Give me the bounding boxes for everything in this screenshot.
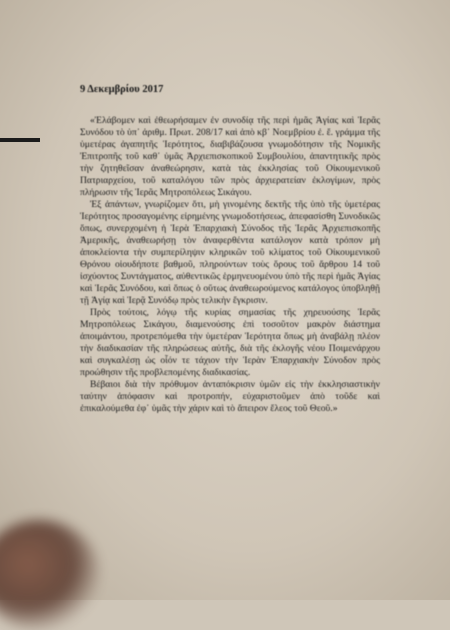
paragraph-3: Πρὸς τούτοις, λόγῳ τῆς κυρίας σημασίας τῆς χηρευούσης Ἱερᾶς Μητροπόλεως Σικάγου, διαμενούσης ἐπὶ τοσοῦτον μακρὸν διάστημα ἀποιμάντου, προτρεπόμεθα τὴν ὑμετέραν Ἱερότητα ὅπως μὴ ἀναβάλῃ πλέον τὴν διαδικασίαν τῆς πληρώσεως αὐτῆς, διὰ τῆς ἐκλογῆς νέου Ποιμενάρχου καὶ συγκαλέσῃ ὡς οἷόν τε τάχιον τὴν Ἱερὰν Ἐπαρχιακὴν Σύνοδον πρὸς προώθησιν τῆς προβλεπομένης διαδικασίας. (80, 307, 380, 378)
margin-rule-line (0, 138, 40, 142)
paragraph-4: Βέβαιοι διὰ τὴν πρόθυμον ἀνταπόκρισιν ὑμῶν εἰς τὴν ἐκκλησιαστικὴν ταύτην ἀπόφασιν καὶ προτροπήν, εὐχαριστοῦμεν ἀπὸ τοῦδε καὶ ἐπικαλούμεθα ἐφ᾽ ὑμᾶς τὴν χάριν καὶ τὸ ἄπειρον ἔλεος τοῦ Θεοῦ.» (80, 379, 380, 414)
finger-shadow (0, 520, 100, 630)
letter-date: 9 Δεκεμβρίου 2017 (80, 84, 164, 95)
paragraph-2: Ἐξ ἀπάντων, γνωρίζομεν ὅτι, μὴ γινομένης δεκτῆς τῆς ὑπὸ τῆς ὑμετέρας Ἱερότητος προσαγομένης εἰρημένης γνωμοδοτήσεως, ἀπεφασίσθη Συνοδικῶς ὅπως, συνερχομένη ἡ Ἱερὰ Ἐπαρχιακὴ Σύνοδος τῆς Ἱερᾶς Ἀρχιεπισκοπῆς Ἀμερικῆς, ἀναθεωρήσῃ τὸν ἀναφερθέντα κατάλογον κατὰ τρόπον μὴ ἀποκλείοντα τὴν συμπερίληψιν κληρικῶν τοῦ κλίματος τοῦ Οἰκουμενικοῦ Θρόνου οἱουδήποτε βαθμοῦ, πληρούντων τοὺς ὅρους τοῦ ἄρθρου 14 τοῦ ἰσχύοντος Συντάγματος, αὐθεντικῶς ἑρμηνευομένου ὑπὸ τῆς περὶ ἡμᾶς Ἁγίας καὶ Ἱερᾶς Συνόδου, καὶ ὅπως ὁ οὕτως ἀναθεωρούμενος κατάλογος ὑποβληθῇ τῇ Ἁγίᾳ καὶ Ἱερᾷ Συνόδῳ πρὸς τελικὴν ἔγκρισιν. (80, 199, 380, 306)
paragraph-1: «Ἐλάβομεν καὶ ἐθεωρήσαμεν ἐν συνοδίᾳ τῆς περὶ ἡμᾶς Ἁγίας καὶ Ἱερᾶς Συνόδου τὸ ὑπ᾽ ἀριθμ. Πρωτ. 208/17 καὶ ἀπὸ κβ᾽ Νοεμβρίου ἐ. ἔ. γράμμα τῆς ὑμετέρας ἀγαπητῆς Ἱερότητος, διαβιβάζουσα γνωμοδότησιν τῆς Νομικῆς Ἐπιτροπῆς τοῦ καθ᾽ ὑμᾶς Ἀρχιεπισκοπικοῦ Συμβουλίου, ἀπαντητικῆς πρὸς τὴν ζητηθεῖσαν ἀναθεώρησιν, κατὰ τὰς ἐκκλησίας τοῦ Οἰκουμενικοῦ Πατριαρχείου, τοῦ καταλόγου τῶν πρὸς ἀρχιερατείαν ἐκλογίμων, πρὸς πλήρωσιν τῆς Ἱερᾶς Μητροπόλεως Σικάγου. (80, 115, 380, 198)
letter-text-block (80, 84, 380, 415)
